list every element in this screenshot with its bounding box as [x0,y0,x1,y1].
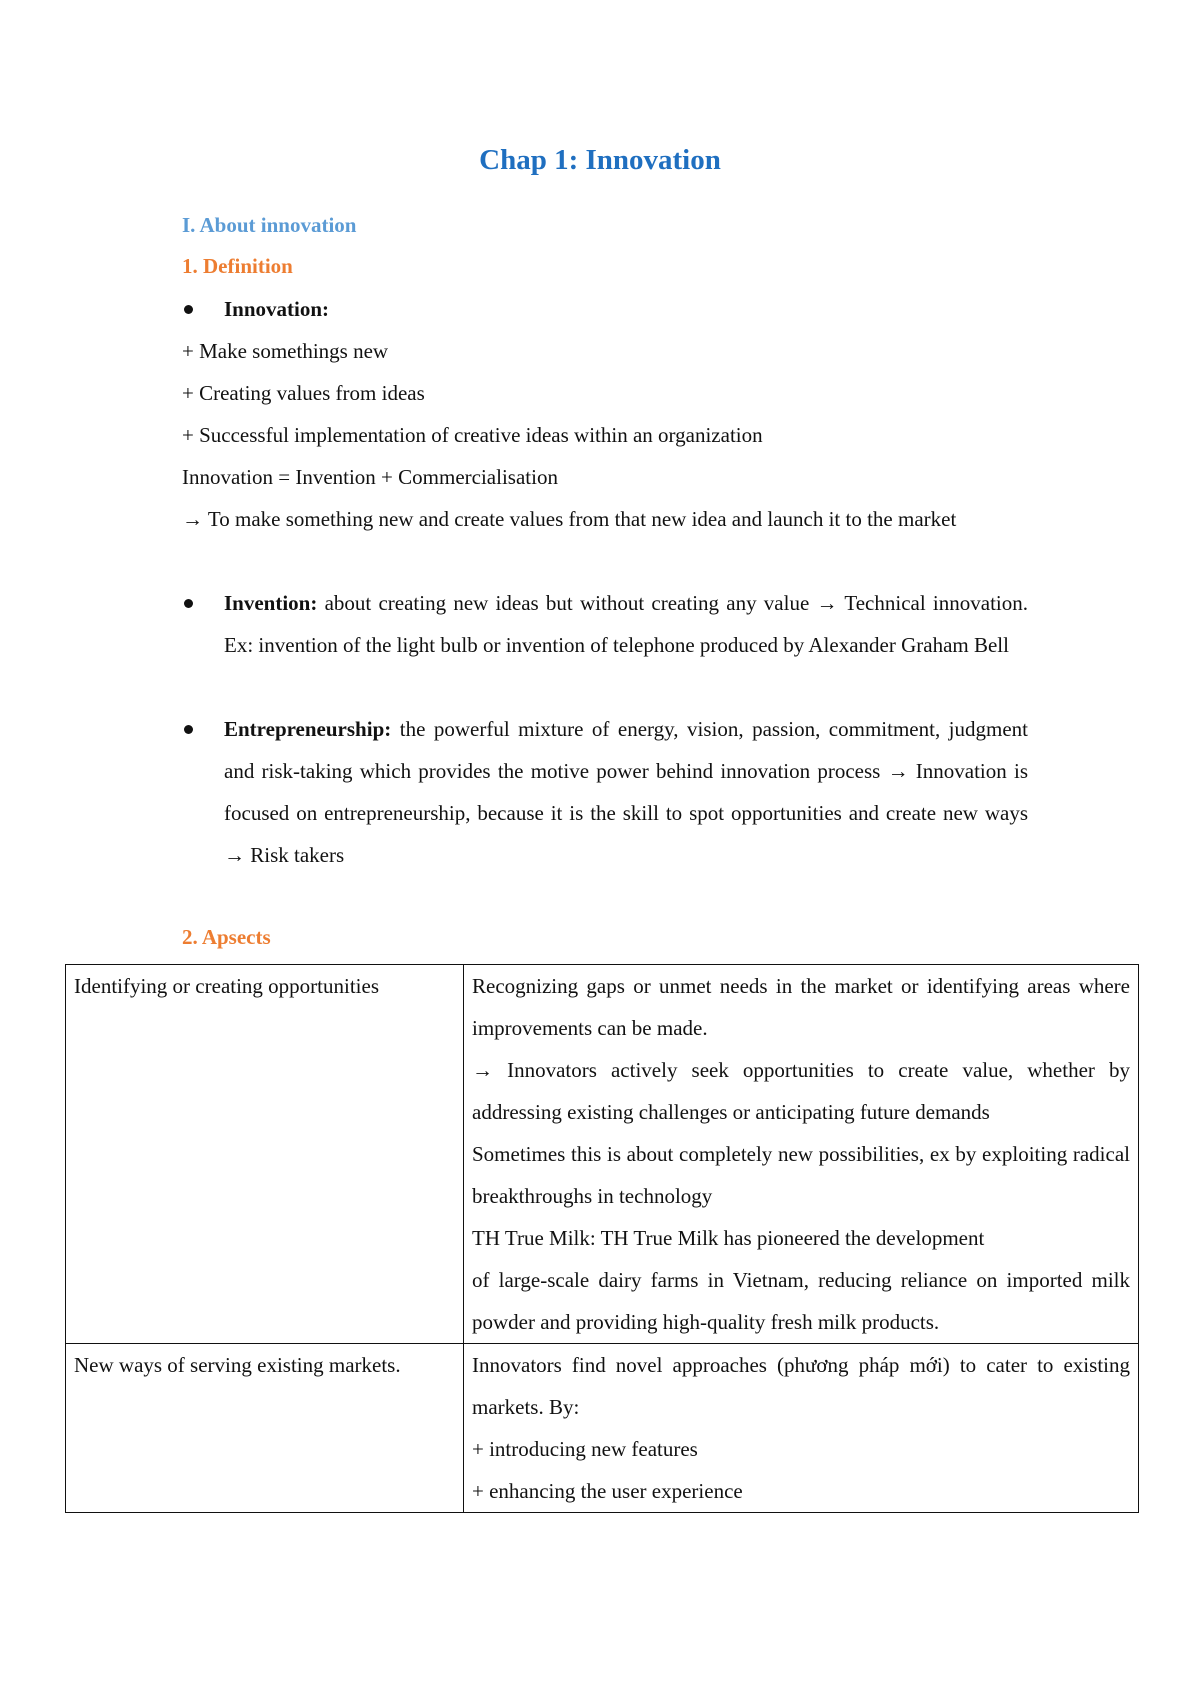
aspect-description-cell [464,965,1139,1344]
bullet-invention [224,582,1028,666]
aspect-name: New ways of serving existing markets. [74,1353,401,1377]
aspect-description-line: Sometimes this is about completely new possibilities, ex by exploiting radical breakthroughs in technology [472,1142,1130,1208]
bullet-dot-icon [184,725,193,734]
aspect-description-line: + introducing new features [472,1437,698,1461]
entrepreneurship-term: Entrepreneurship: [224,717,392,741]
entrepreneurship-text: the powerful mixture of energy, vision, passion, commitment, judgment and risk-taking which provides the motive power behind innovation process → Innovation is focused on entrepreneurship, because it is the skill to spot opportunities and create new ways → Risk takers [224,717,1029,867]
table-row [66,965,1139,1344]
aspect-description-line: + enhancing the user experience [472,1479,743,1503]
page-title: Chap 1: Innovation [479,144,721,176]
aspect-description-line: of large-scale dairy farms in Vietnam, reducing reliance on imported milk powder and providing high-quality fresh milk products. [472,1268,1130,1334]
bullet-dot-icon [184,305,193,314]
innovation-point: + Make somethings new [182,339,389,363]
bullet-innovation [224,288,1028,330]
bullet-entrepreneurship [224,708,1028,876]
aspect-description-line: Innovators find novel approaches (phương pháp mới) to cater to existing markets. By: [472,1353,1130,1419]
aspect-description-cell [464,1344,1139,1513]
aspect-name: Identifying or creating opportunities [74,974,380,998]
aspect-name-cell [66,1344,464,1513]
aspect-description-line: TH True Milk: TH True Milk has pioneered the development [472,1226,985,1250]
aspect-description-line: Recognizing gaps or unmet needs in the market or identifying areas where improvements can be made. [472,974,1130,1040]
subheading-definition: 1. Definition [182,254,293,278]
bullet-dot-icon [184,599,193,608]
aspects-table [65,964,1139,1513]
innovation-term: Innovation: [224,297,330,321]
subheading-aspects: 2. Apsects [182,925,271,949]
innovation-conclusion: → To make something new and create values from that new idea and launch it to the market [182,507,957,531]
section-heading-about-innovation: I. About innovation [182,213,357,237]
innovation-point: + Creating values from ideas [182,381,425,405]
aspect-name-cell [66,965,464,1344]
table-row [66,1344,1139,1513]
innovation-equation: Innovation = Invention + Commercialisation [182,465,558,489]
aspect-description-line: → Innovators actively seek opportunities to create value, whether by addressing existing challenges or anticipating future demands [472,1058,1130,1124]
invention-text: about creating new ideas but without creating any value → Technical innovation. Ex: invention of the light bulb or invention of telephone produced by Alexander Graham Bell [224,591,1028,657]
innovation-point: + Successful implementation of creative ideas within an organization [182,423,763,447]
invention-term: Invention: [224,591,318,615]
